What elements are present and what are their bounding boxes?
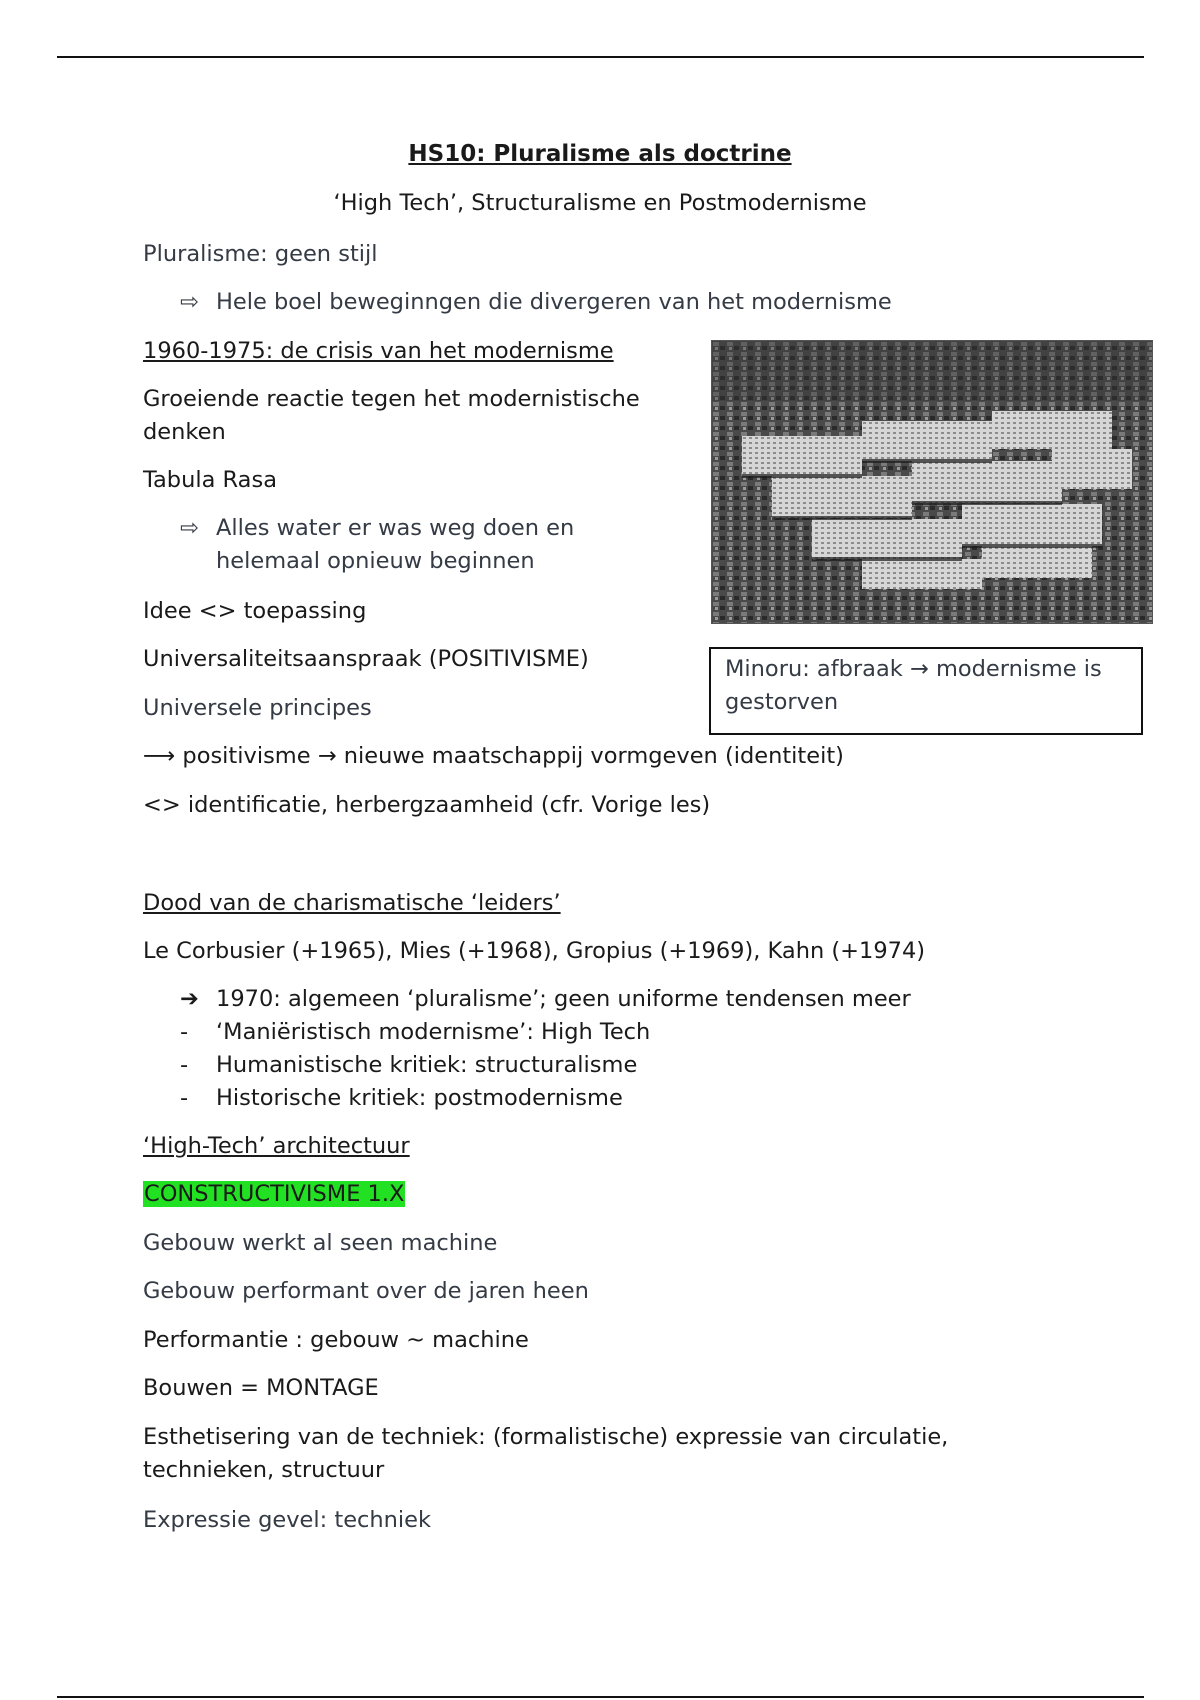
- list-item-text: Humanistische kritiek: structuralisme: [216, 1052, 638, 1078]
- dash-marker: -: [180, 1085, 189, 1111]
- dash-marker: -: [180, 1052, 189, 1078]
- document-subtitle: ‘High Tech’, Structuralisme en Postmodernisme: [333, 190, 867, 216]
- arrow-icon: ⇨: [180, 289, 199, 315]
- header-rule: [57, 56, 1144, 58]
- crisis-line-tabula: Tabula Rasa: [143, 467, 277, 493]
- crisis-line-reaction: Groeiende reactie tegen het modernistische denken: [143, 386, 640, 445]
- crisis-line-identificatie: <> identificatie, herbergzaamheid (cfr. Vorige les): [143, 792, 711, 818]
- highlighted-text: CONSTRUCTIVISME 1.X: [144, 1181, 405, 1207]
- aerial-housing-photo: [711, 340, 1153, 624]
- list-item-text: ‘Maniëristisch modernisme’: High Tech: [216, 1019, 651, 1045]
- hightech-line-performant: Gebouw performant over de jaren heen: [143, 1278, 589, 1304]
- dash-marker: -: [180, 1019, 189, 1045]
- hightech-line-machine: Gebouw werkt al seen machine: [143, 1230, 498, 1256]
- list-item: [180, 1049, 637, 1082]
- hightech-heading: ‘High-Tech’ architectuur: [143, 1133, 410, 1159]
- intro-line: Pluralisme: geen stijl: [143, 241, 378, 267]
- crisis-line-principes: Universele principes: [143, 695, 372, 721]
- crisis-line-idee: Idee <> toepassing: [143, 598, 367, 624]
- crisis-arrow-text: Alles water er was weg doen en helemaal opnieuw beginnen: [216, 515, 575, 574]
- document-title: HS10: Pluralisme als doctrine: [408, 141, 792, 167]
- hightech-line-performantie: Performantie : gebouw ~ machine: [143, 1327, 529, 1353]
- crisis-line-universaliteit: Universaliteitsaanspraak (POSITIVISME): [143, 646, 589, 672]
- leaders-arrow-text: 1970: algemeen ‘pluralisme’; geen uniforme tendensen meer: [216, 986, 911, 1012]
- hightech-line-gevel: Expressie gevel: techniek: [143, 1507, 432, 1533]
- footer-rule: [57, 1696, 1144, 1698]
- leaders-heading: Dood van de charismatische ‘leiders’: [143, 890, 561, 916]
- bold-arrow-icon: ➔: [180, 986, 199, 1012]
- list-item: [180, 1082, 623, 1115]
- arrow-icon: ⇨: [180, 515, 199, 541]
- hightech-line-esthetisering: Esthetisering van de techniek: (formalistische) expressie van circulatie, technieken, structuur: [143, 1424, 949, 1483]
- list-item-text: Historische kritiek: postmodernisme: [216, 1085, 623, 1111]
- aerial-housing-illustration: [712, 341, 1152, 623]
- crisis-line-positivisme: ⟶ positivisme → nieuwe maatschappij vormgeven (identiteit): [143, 743, 844, 769]
- callout-box: Minoru: afbraak → modernisme is gestorven: [709, 647, 1143, 735]
- crisis-arrow-item: [180, 512, 640, 578]
- leaders-arrow-item: [180, 983, 911, 1016]
- hightech-highlight: [143, 1178, 405, 1211]
- intro-arrow-item: [180, 286, 892, 319]
- intro-arrow-text: Hele boel beweginngen die divergeren van het modernisme: [216, 289, 892, 315]
- leaders-line-deaths: Le Corbusier (+1965), Mies (+1968), Gropius (+1969), Kahn (+1974): [143, 938, 926, 964]
- list-item: [180, 1016, 650, 1049]
- hightech-line-montage: Bouwen = MONTAGE: [143, 1375, 379, 1401]
- crisis-heading: 1960-1975: de crisis van het modernisme: [143, 338, 614, 364]
